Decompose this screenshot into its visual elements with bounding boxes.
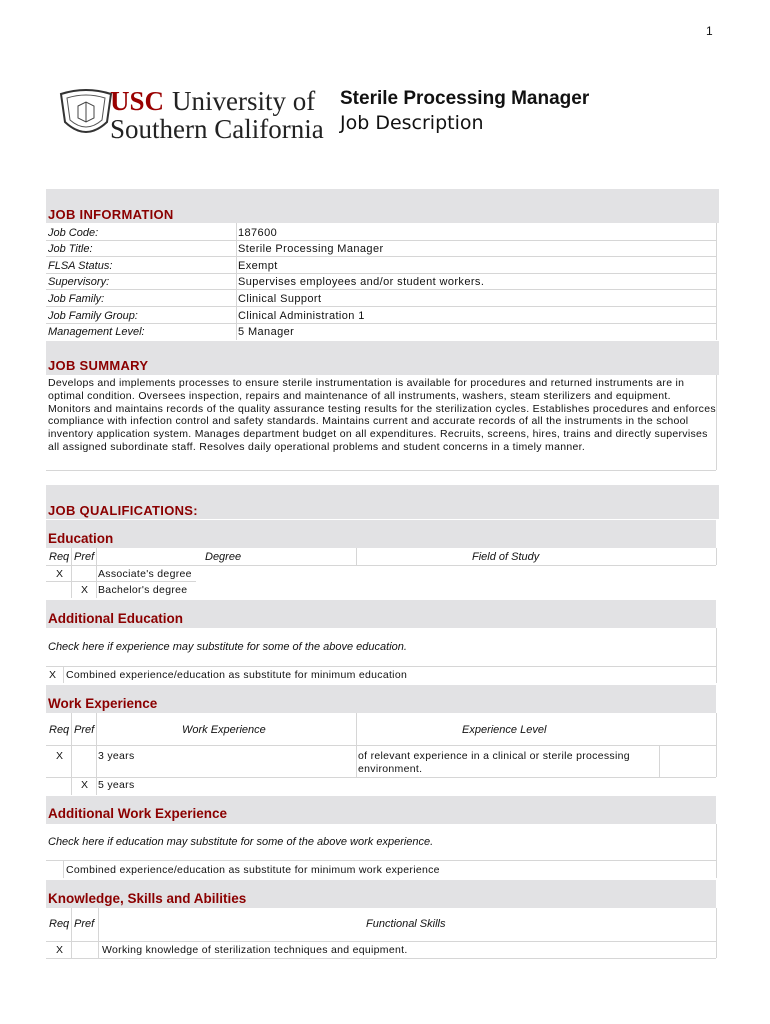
we-col-req: Req [49, 724, 70, 736]
page-title: Sterile Processing Manager [340, 88, 590, 109]
job-family-label: Job Family: [48, 293, 105, 305]
additional-work-experience-check-text: Check here if education may substitute for some of the above work experience. [48, 836, 434, 848]
job-code-value: 187600 [238, 227, 278, 239]
edu-col-req: Req [49, 551, 70, 563]
edu-row1-req: X [56, 568, 64, 580]
ksa-col-pref: Pref [74, 918, 95, 930]
we-row2-years: 5 years [98, 779, 135, 791]
job-family-value: Clinical Support [238, 293, 322, 305]
page-number: 1 [706, 24, 713, 38]
ksa-col-skills: Functional Skills [366, 918, 446, 930]
edu-col-field: Field of Study [472, 551, 540, 563]
job-title-value: Sterile Processing Manager [238, 243, 384, 255]
job-info-heading: JOB INFORMATION [48, 207, 174, 222]
job-code-label: Job Code: [48, 227, 99, 239]
ksa-col-req: Req [49, 918, 70, 930]
supervisory-value: Supervises employees and/or student workers. [238, 276, 485, 288]
work-experience-heading: Work Experience [48, 696, 158, 711]
we-col-level: Experience Level [462, 724, 547, 736]
usc-seal-icon [61, 90, 111, 132]
additional-education-heading: Additional Education [48, 611, 183, 626]
job-summary-heading: JOB SUMMARY [48, 358, 149, 373]
job-summary-text: Develops and implements processes to ensure sterile instrumentation is available for procedures and returned instruments are in optimal condition. Oversees inspection, repairs and maintenance of all instruments, washers, steam sterilizers and equipment. Monitors and maintains records of the quality assurance testing results for the sterilization cycles. Establishes procedures and enforces compliance with infection control and safety standards. Maintains current and accurate records of all the instruments in the school inventory application system. Manages department budget on all expenditures. Recruits, screens, hires, trains and directly supervises all assigned subordinate staff. Resolves daily operational problems and student concerns in a timely manner. [48, 377, 716, 453]
edu-col-pref: Pref [74, 551, 95, 563]
flsa-label: FLSA Status: [48, 260, 113, 272]
additional-work-experience-checkbox[interactable] [46, 861, 62, 877]
edu-col-degree: Degree [205, 551, 242, 563]
we-col-experience: Work Experience [182, 724, 266, 736]
additional-education-check-text: Check here if experience may substitute for some of the above education. [48, 641, 407, 653]
additional-education-option: Combined experience/education as substitute for minimum education [66, 669, 408, 681]
management-level-value: 5 Manager [238, 326, 295, 338]
education-heading: Education [48, 531, 114, 546]
job-family-group-value: Clinical Administration 1 [238, 310, 365, 322]
logo-line2: Southern California [110, 114, 324, 142]
usc-logo [58, 84, 328, 142]
we-row2-pref: X [81, 779, 89, 791]
ksa-row1-skill: Working knowledge of sterilization techniques and equipment. [102, 944, 408, 956]
we-col-pref: Pref [74, 724, 95, 736]
additional-work-experience-heading: Additional Work Experience [48, 806, 228, 821]
education-band [46, 520, 716, 548]
we-row1-years: 3 years [98, 750, 135, 762]
page-subtitle: Job Description [340, 112, 484, 134]
supervisory-label: Supervisory: [48, 276, 110, 288]
job-title-label: Job Title: [48, 243, 93, 255]
additional-work-experience-option: Combined experience/education as substitute for minimum work experience [66, 864, 440, 876]
job-qualifications-heading: JOB QUALIFICATIONS: [48, 503, 198, 518]
we-row1-level: of relevant experience in a clinical or sterile processing environment. [358, 750, 630, 775]
we-row1-req: X [56, 750, 64, 762]
job-family-group-label: Job Family Group: [48, 310, 138, 322]
ksa-row1-req: X [56, 944, 64, 956]
logo-usc: USC [110, 86, 165, 116]
management-level-label: Management Level: [48, 326, 145, 338]
logo-line1-rest: University of [172, 86, 316, 116]
edu-row2-degree: Bachelor's degree [98, 584, 188, 596]
edu-row2-pref: X [81, 584, 89, 596]
ksa-heading: Knowledge, Skills and Abilities [48, 891, 247, 906]
edu-row1-degree: Associate's degree [98, 568, 192, 580]
additional-education-checkbox[interactable]: X [49, 669, 57, 681]
flsa-value: Exempt [238, 260, 278, 272]
